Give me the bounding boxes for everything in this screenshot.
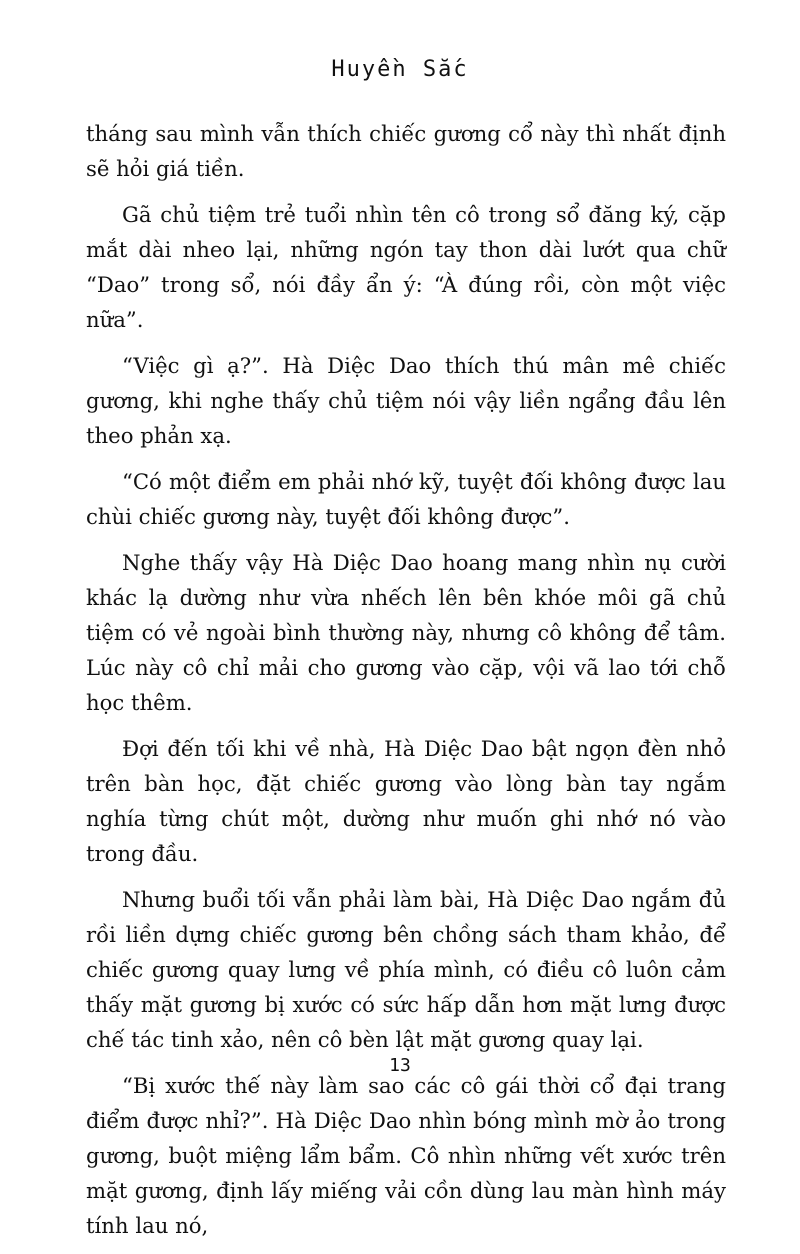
paragraph-8: “Bị xước thế này làm sao các cô gái thời cổ đại trang điểm được nhỉ?”. Hà Diệc Dao nhìn bóng mình mờ ảo trong gương, buột miệng lẩm bẩm. Cô nhìn những vết xước trên mặt gương, định lấy miếng vải cồn dùng lau màn hình máy tính lau nó,: [86, 1073, 726, 1238]
paragraph-1: tháng sau mình vẫn thích chiếc gương cổ này thì nhất định sẽ hỏi giá tiền.: [86, 121, 726, 181]
body-text: [86, 116, 726, 1254]
paragraph-5: Nghe thấy vậy Hà Diệc Dao hoang mang nhìn nụ cười khác lạ dường như vừa nhếch lên bên khóe môi gã chủ tiệm có vẻ ngoài bình thường này, nhưng cô không để tâm. Lúc này cô chỉ mải cho gương vào cặp, vội vã lao tới chỗ học thêm.: [86, 550, 726, 715]
paragraph-4: “Có một điểm em phải nhớ kỹ, tuyệt đối không được lau chùi chiếc gương này, tuyệt đối không được”.: [86, 469, 726, 529]
paragraph-2: Gã chủ tiệm trẻ tuổi nhìn tên cô trong sổ đăng ký, cặp mắt dài nheo lại, những ngón tay thon dài lướt qua chữ “Dao” trong sổ, nói đầy ẩn ý: “À đúng rồi, còn một việc nữa”.: [86, 202, 726, 332]
paragraph-3: “Việc gì ạ?”. Hà Diệc Dao thích thú mân mê chiếc gương, khi nghe thấy chủ tiệm nói vậy liền ngẩng đầu lên theo phản xạ.: [86, 353, 726, 448]
running-header: Huyền Sắc: [331, 57, 469, 82]
paragraph-6: Đợi đến tối khi về nhà, Hà Diệc Dao bật ngọn đèn nhỏ trên bàn học, đặt chiếc gương vào lòng bàn tay ngắm nghía từng chút một, dường như muốn ghi nhớ nó vào trong đầu.: [86, 736, 726, 866]
paragraph-7: Nhưng buổi tối vẫn phải làm bài, Hà Diệc Dao ngắm đủ rồi liền dựng chiếc gương bên chồng sách tham khảo, để chiếc gương quay lưng về phía mình, có điều cô luôn cảm thấy mặt gương bị xước có sức hấp dẫn hơn mặt lưng được chế tác tinh xảo, nên cô bèn lật mặt gương quay lại.: [86, 887, 726, 1052]
page-number: 13: [389, 1055, 411, 1076]
